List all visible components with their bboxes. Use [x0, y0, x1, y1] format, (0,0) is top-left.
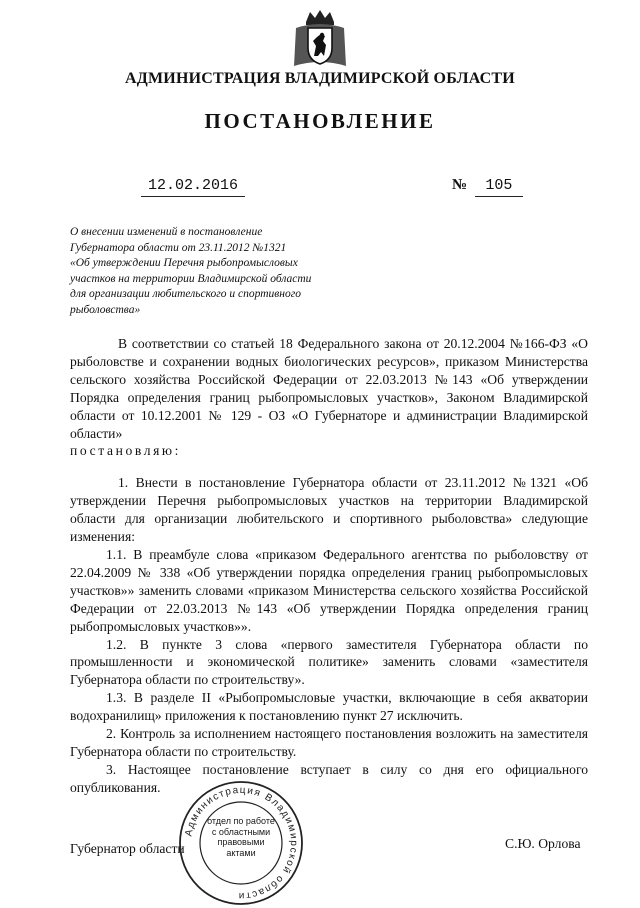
signatory-name: С.Ю. Орлова	[505, 836, 581, 851]
subject-line: «Об утверждении Перечня рыбопромысловых	[70, 257, 298, 269]
document-date: 12.02.2016	[141, 177, 245, 197]
stamp-center-text	[204, 816, 278, 858]
paragraph-1-1: 1.1. В преамбуле слова «приказом Федерального агентства по рыболовству от 22.04.2009 № 338 «Об утверждении порядка определения границ рыбопромысловых участков»» заменить словами «приказом Министерства сельского хозяйства Российской Федерации от 22.03.2013 №143 «Об утверждении Порядка определения границ рыбопромысловых участков»».	[70, 546, 588, 634]
paragraph-3: 3. Настоящее постановление вступает в силу со дня его официального опубликования.	[70, 761, 588, 795]
document-type-title: ПОСТАНОВЛЕНИЕ	[204, 109, 436, 133]
stamp-line: актами	[226, 847, 256, 858]
coat-of-arms-icon	[292, 8, 348, 70]
document-number: 105	[475, 177, 523, 197]
signatory-position: Губернатор области	[70, 841, 185, 856]
subject-line: О внесении изменений в постановление	[70, 226, 263, 238]
document-body	[70, 335, 588, 797]
number-sign: №	[452, 177, 468, 193]
subject-line: рыболовства»	[70, 303, 141, 316]
organization-title: АДМИНИСТРАЦИЯ ВЛАДИМИРСКОЙ ОБЛАСТИ	[125, 70, 515, 87]
stamp-line: правовыми	[217, 837, 265, 847]
stamp-ring-text: Администрация Владимирской области	[183, 784, 300, 902]
subject-line: участков на территории Владимирской области	[70, 272, 312, 285]
subject-line: Губернатора области от 23.11.2012 №1321	[70, 241, 287, 254]
paragraph-1-2: 1.2. В пункте 3 слова «первого заместителя Губернатора области по промышленности и экономической политике» заменить словами «заместителя Губернатора области по строительству».	[70, 636, 588, 688]
document-number-block	[452, 177, 523, 197]
preamble-paragraph: В соответствии со статьей 18 Федерального закона от 20.12.2004 №166-ФЗ «О рыболовстве и сохранении водных биологических ресурсов», приказом Министерства сельского хозяйства Российской Федерации от 22.03.2013 №143 «Об утверждении Порядка определения границ рыбопромысловых участков», Законом Владимирской области от 10.12.2001 № 129 - ОЗ «О Губернаторе и администрации Владимирской области»	[70, 336, 588, 441]
paragraph-1-3: 1.3. В разделе II «Рыбопромысловые участки, включающие в себя акватории водохранилищ» приложения к постановлению пункт 27 исключить.	[70, 690, 588, 724]
subject-line: для организации любительского и спортивного	[70, 288, 301, 300]
stamp-line: отдел по работе	[207, 816, 275, 826]
paragraph-1: 1. Внести в постановление Губернатора области от 23.11.2012 №1321 «Об утверждении Перечня рыбопромысловых участков на территории Владимирской области для организации любительского и спортивного рыболовства» следующие изменения:	[70, 475, 588, 545]
decree-word: постановляю:	[70, 443, 182, 459]
stamp-line: с областными	[211, 826, 271, 837]
document-subject	[70, 225, 370, 318]
paragraph-2: 2. Контроль за исполнением настоящего постановления возложить на заместителя Губернатора области по строительству.	[70, 726, 588, 759]
